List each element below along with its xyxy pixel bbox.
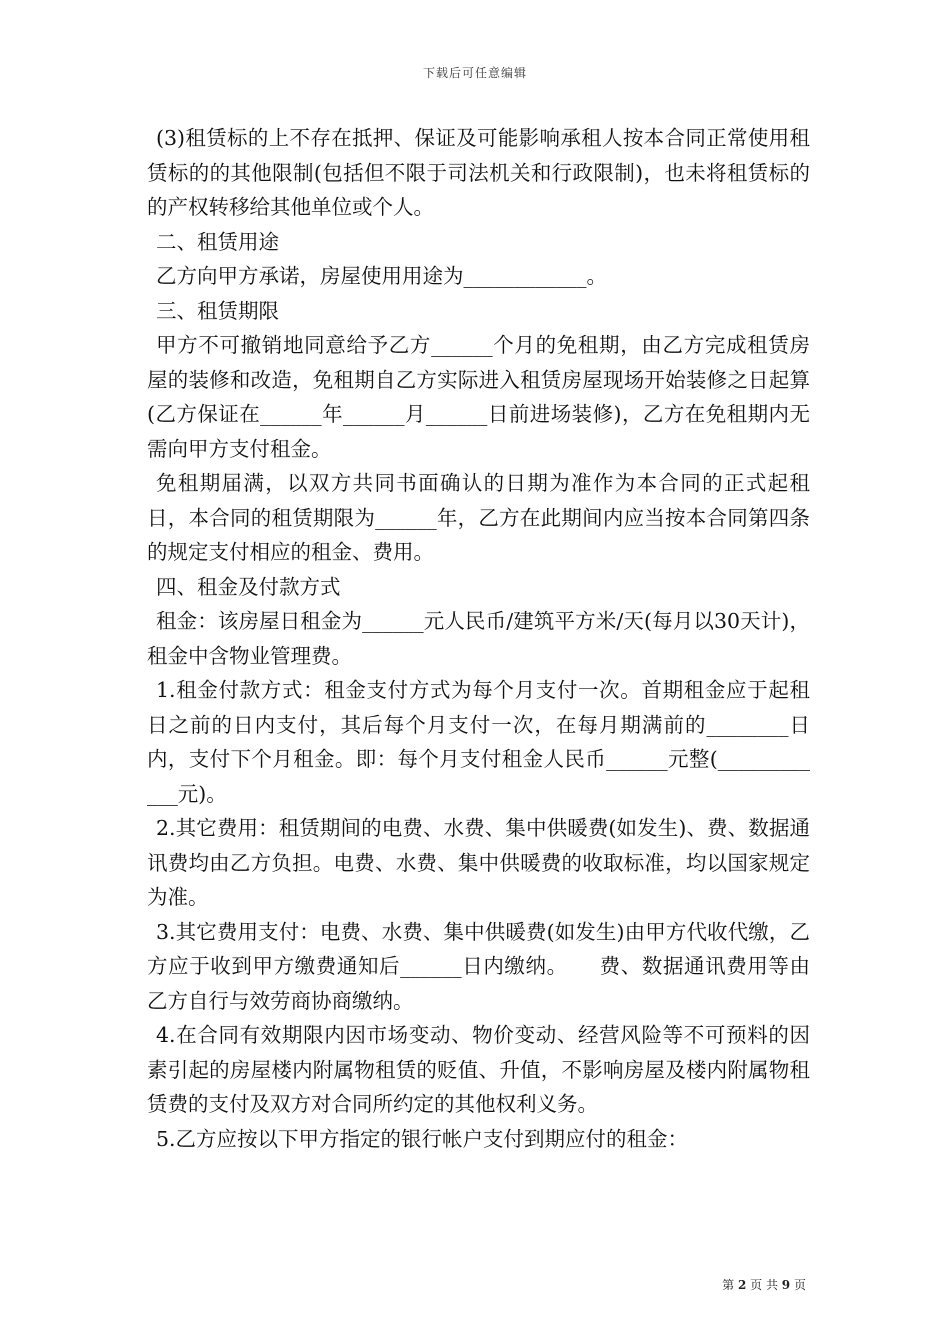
document-body xyxy=(147,121,810,1156)
rent-free-period-clause: 甲方不可撤销地同意给予乙方______个月的免租期，由乙方完成租赁房屋的装修和改造，免租期自乙方实际进入租赁房屋现场开始装修之日起算(乙方保证在______年______月______日前进场装修)，乙方在免租期内无需向甲方支付租金。 xyxy=(147,333,810,461)
footer-suffix: 页 xyxy=(793,1278,806,1292)
current-page-number: 2 xyxy=(737,1278,747,1292)
section-heading-term: 三、租赁期限 xyxy=(156,298,279,323)
page-footer xyxy=(722,1276,806,1293)
other-fees-clause: 2.其它费用：租赁期间的电费、水费、集中供暖费(如发生)、费、数据通讯费均由乙方负担。电费、水费、集中供暖费的收取标准，均以国家规定为准。 xyxy=(147,816,810,909)
page-header: 下载后可任意编辑 xyxy=(422,66,527,80)
clause-3-3: (3)租赁标的上不存在抵押、保证及可能影响承租人按本合同正常使用租赁标的的其他限制(包括但不限于司法机关和行政限制)，也未将租赁标的的产权转移给其他单位或个人。 xyxy=(147,126,810,219)
lease-term-clause: 免租期届满，以双方共同书面确认的日期为准作为本合同的正式起租日，本合同的租赁期限为______年，乙方在此期间内应当按本合同第四条的规定支付相应的租金、费用。 xyxy=(147,471,810,564)
payment-method-clause: 1.租金付款方式：租金支付方式为每个月支付一次。首期租金应于起租日之前的日内支付，其后每个月支付一次，在每月期满前的________日内，支付下个月租金。即：每个月支付租金人民币______元整(____________元)。 xyxy=(147,678,810,806)
section-heading-rent: 四、租金及付款方式 xyxy=(156,574,341,599)
other-fees-payment-clause: 3.其它费用支付：电费、水费、集中供暖费(如发生)由甲方代收代缴，乙方应于收到甲方缴费通知后______日内缴纳。 费、数据通讯费用等由乙方自行与效劳商协商缴纳。 xyxy=(147,919,810,1013)
bank-account-clause: 5.乙方应按以下甲方指定的银行帐户支付到期应付的租金： xyxy=(156,1126,689,1151)
rent-amount-clause: 租金：该房屋日租金为______元人民币/建筑平方米/天(每月以30天计)，租金中含物业管理费。 xyxy=(147,609,810,668)
footer-middle: 页 共 xyxy=(750,1278,778,1292)
total-page-number: 9 xyxy=(781,1278,791,1292)
section-heading-usage: 二、租赁用途 xyxy=(156,229,279,254)
usage-clause: 乙方向甲方承诺，房屋使用用途为____________。 xyxy=(156,264,607,288)
value-change-clause: 4.在合同有效期限内因市场变动、物价变动、经营风险等不可预料的因素引起的房屋楼内附属物租赁的贬值、升值，不影响房屋及楼内附属物租赁费的支付及双方对合同所约定的其他权利义务。 xyxy=(147,1023,810,1116)
footer-prefix: 第 xyxy=(722,1278,735,1292)
